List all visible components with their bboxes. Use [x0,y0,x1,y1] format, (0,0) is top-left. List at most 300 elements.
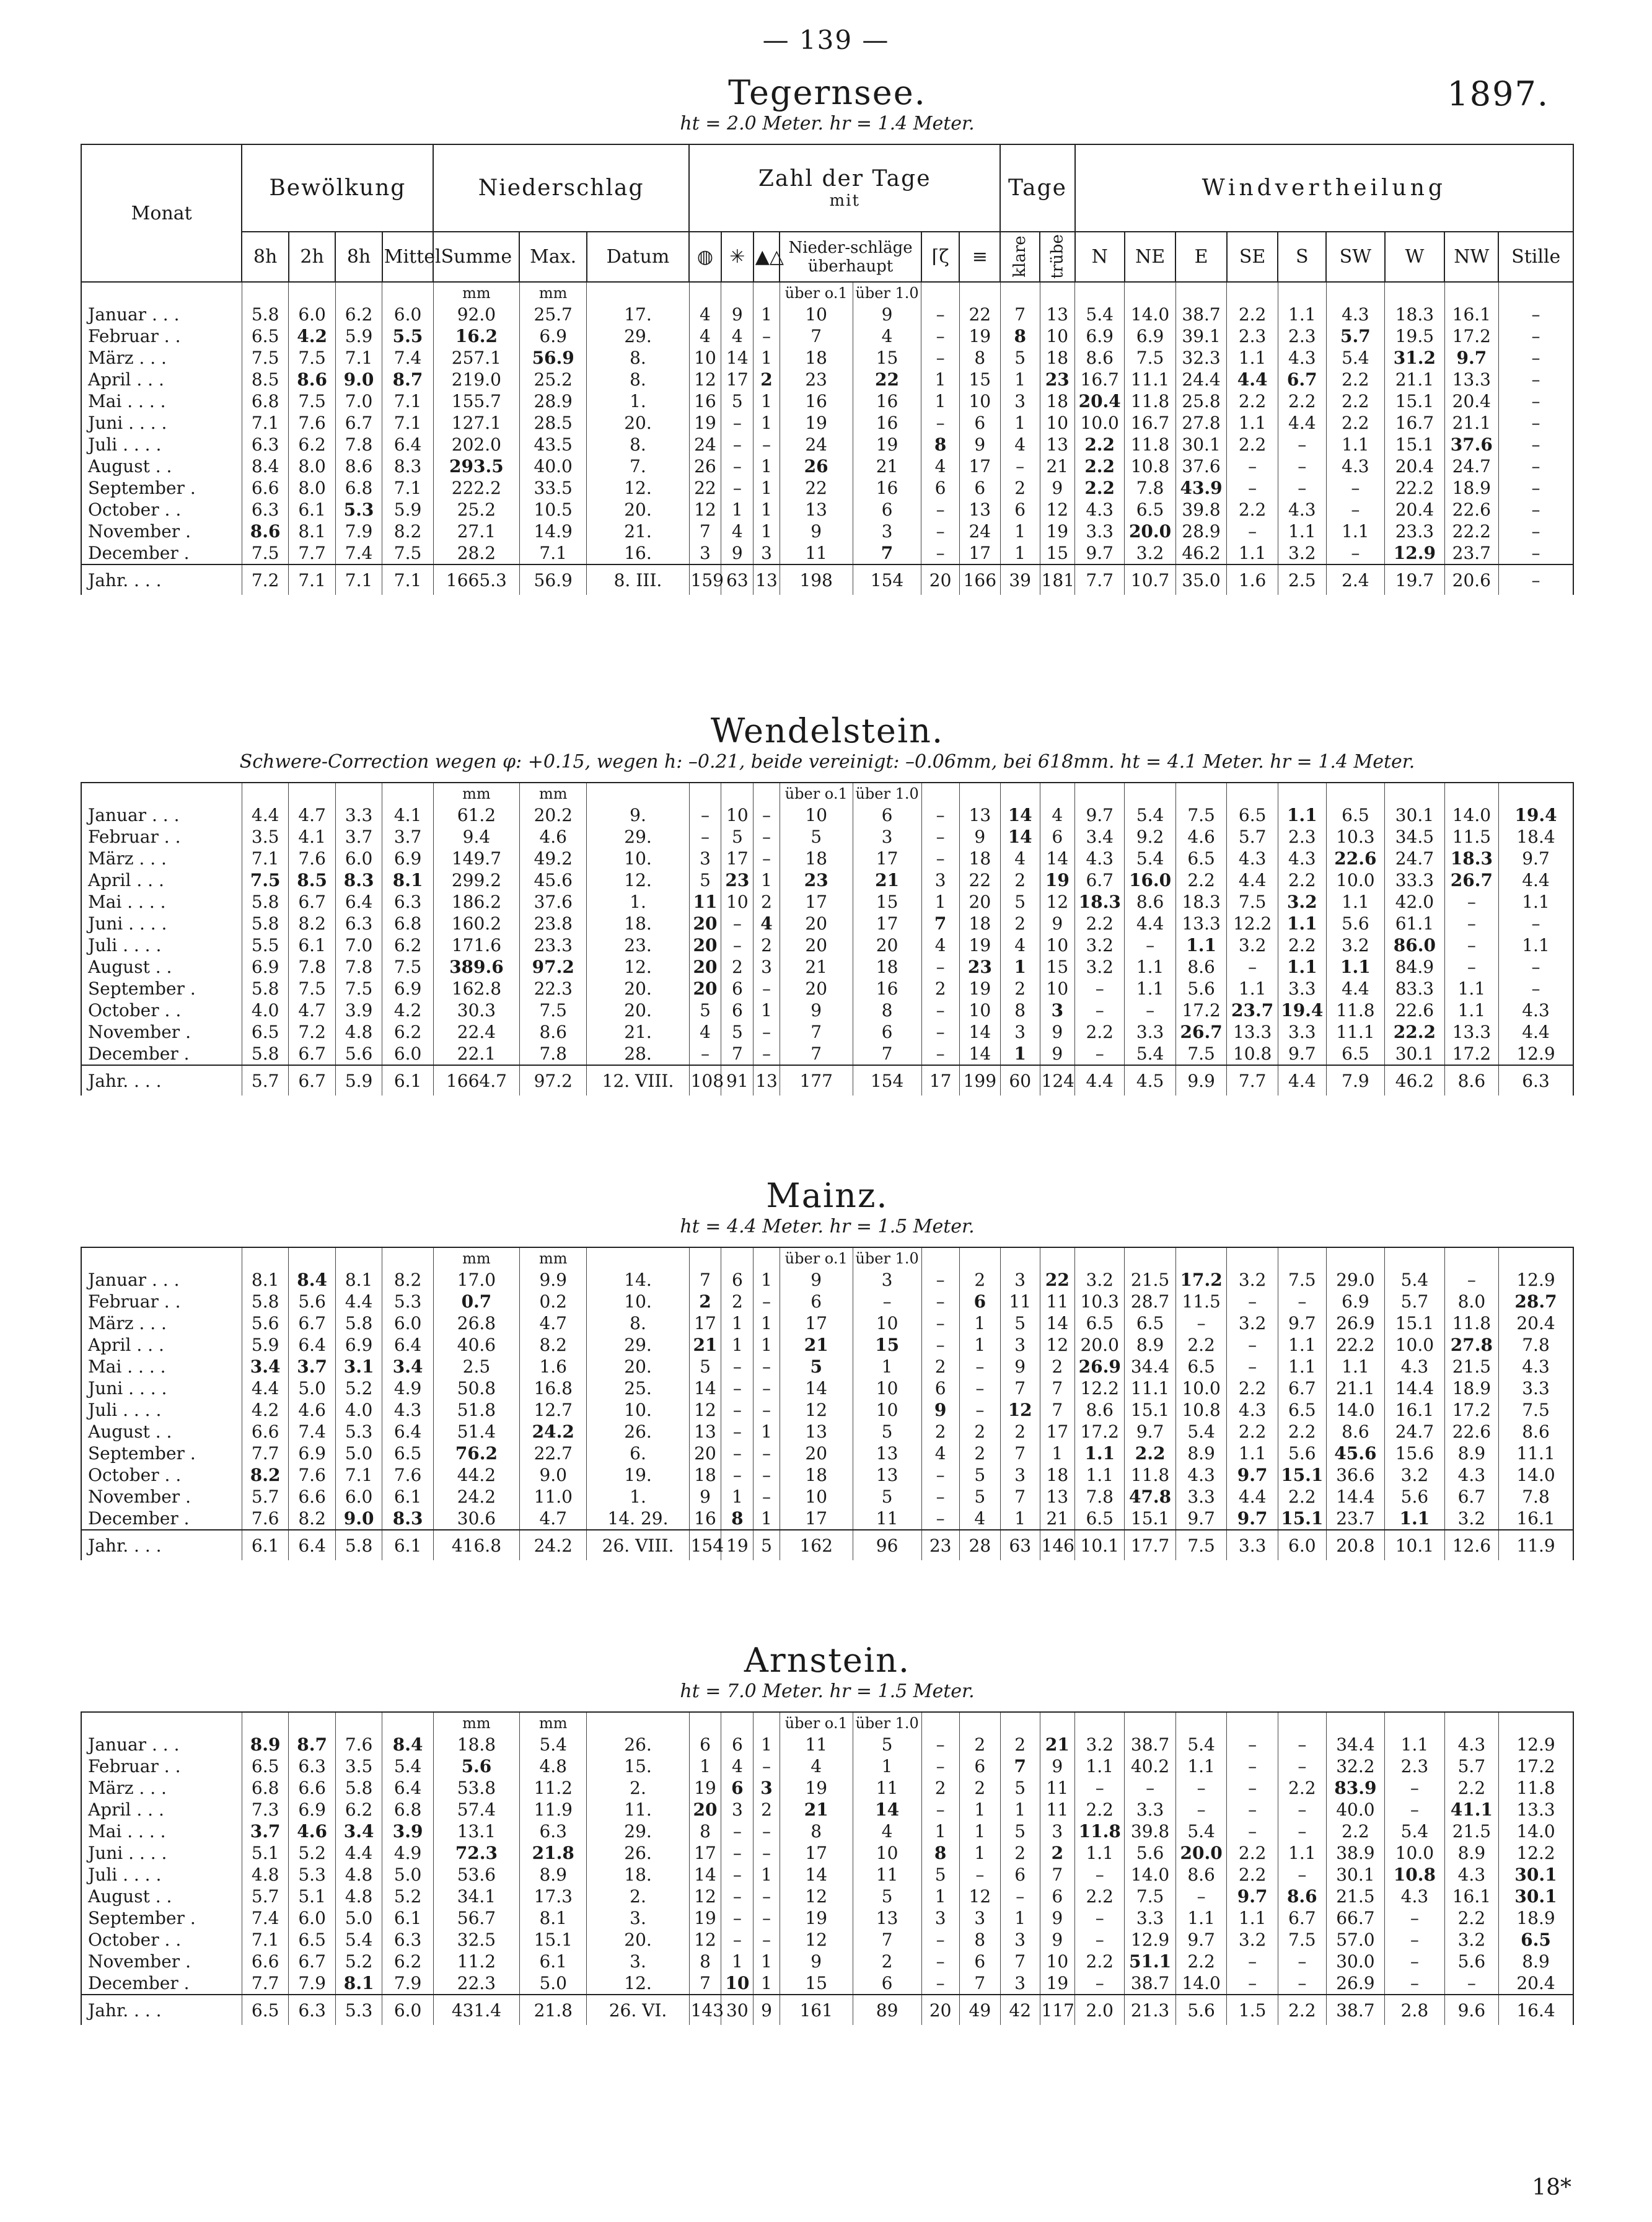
data-cell: 13 [959,804,1000,826]
data-cell: 13 [1040,1486,1075,1508]
data-cell: 28.7 [1125,1291,1176,1312]
data-cell: 219.0 [433,369,519,390]
data-cell: – [921,999,959,1021]
data-cell: – [1278,455,1326,477]
data-cell: 23 [780,869,853,891]
data-cell: 21.8 [520,1842,587,1864]
data-cell: 22.2 [1385,1021,1445,1043]
data-cell: 12 [689,1929,721,1951]
data-cell: – [921,520,959,542]
data-cell: 20 [780,934,853,956]
data-cell: 7.8 [1075,1486,1125,1508]
thunder-icon: ⌈ζ [921,232,959,282]
station-subtitle: ht = 2.0 Meter. hr = 1.4 Meter. [680,113,975,134]
data-cell: 12.9 [1499,1043,1574,1065]
data-cell: 12 [689,499,721,520]
data-cell: 1 [754,390,780,412]
data-cell: 25. [587,1377,689,1399]
data-cell: 5.4 [1385,1820,1445,1842]
data-cell: 18 [1040,1464,1075,1486]
data-cell: 13 [853,1464,921,1486]
data-cell: 4.4 [1075,1065,1125,1096]
data-cell: 2.2 [1227,1377,1278,1399]
data-cell: – [1444,1269,1498,1291]
data-cell: 3 [853,826,921,848]
data-cell: 2 [1040,1356,1075,1377]
data-cell: 7 [1040,1399,1075,1421]
data-cell: – [1175,1886,1227,1907]
data-cell: 12.6 [1444,1530,1498,1560]
data-cell: 11.1 [1499,1443,1574,1464]
data-cell: – [721,1929,754,1951]
data-cell: 11.8 [1125,1464,1176,1486]
data-cell: 6.6 [242,1951,288,1972]
hail-icon: ▲△ [754,232,780,282]
data-cell: 5 [853,1734,921,1755]
table-row [81,913,1573,934]
data-cell: 1.1 [1326,434,1384,455]
data-cell: – [1498,477,1573,499]
data-cell: 7.6 [242,1508,288,1530]
month-label: August . . [81,1421,242,1443]
data-cell: 8.3 [382,455,434,477]
table-row [81,1065,1573,1096]
table-row [81,564,1573,595]
data-cell: 9.9 [520,1269,587,1291]
data-cell: 4.3 [1175,1464,1227,1486]
data-cell: 12. [587,869,689,891]
data-cell: 9 [921,1399,959,1421]
empty-cell [587,1247,689,1269]
data-cell: 19 [689,1777,721,1799]
data-cell: 6.0 [289,304,335,325]
data-cell: 9 [959,434,1000,455]
empty-cell [921,1247,959,1269]
data-cell: 3 [1000,1269,1040,1291]
empty-cell [1498,282,1573,304]
data-cell: 3 [689,542,721,564]
data-cell: 51.1 [1125,1951,1176,1972]
data-cell: 3.2 [1278,891,1326,913]
data-cell: 5.4 [1175,1421,1227,1443]
data-cell: 14.4 [1326,1486,1384,1508]
data-cell: 19 [780,412,853,434]
data-cell: 26.9 [1326,1972,1384,1995]
data-cell: 6.7 [1278,369,1326,390]
data-cell: 7.5 [242,347,288,369]
data-cell: 2.3 [1278,325,1326,347]
data-cell: 8.6 [1326,1421,1384,1443]
data-cell: 21 [1040,1508,1075,1530]
data-cell: 4.7 [289,804,335,826]
data-cell: 2.2 [1326,1820,1384,1842]
data-cell: 19.4 [1278,999,1326,1021]
data-cell: 40.0 [1326,1799,1384,1820]
data-cell: 11.8 [1499,1777,1574,1799]
data-cell: 8.5 [289,869,335,891]
data-cell: 10.3 [1075,1291,1125,1312]
data-cell: 26. [587,1421,689,1443]
data-cell: 12.2 [1075,1377,1125,1399]
data-cell: 7 [1000,1755,1040,1777]
data-cell: 9.7 [1278,1043,1326,1065]
month-label: Januar . . . [81,1269,242,1291]
table-row [81,1907,1573,1929]
table-row [81,1421,1573,1443]
data-cell: – [1278,477,1326,499]
month-label: Mai . . . . [81,390,242,412]
table-row [81,1929,1573,1951]
data-cell: 3.4 [335,1820,382,1842]
data-cell: 5.7 [1385,1291,1445,1312]
data-cell: 1. [587,390,689,412]
data-cell: 1 [921,369,959,390]
month-label: Januar . . . [81,804,242,826]
data-cell: – [853,1291,921,1312]
data-cell: 7 [1040,1377,1075,1399]
data-cell: 2 [1000,869,1040,891]
data-cell: 3 [921,869,959,891]
data-cell: 7 [780,1043,853,1065]
data-cell: 4.5 [1125,1065,1176,1096]
data-cell: 9 [1040,1021,1075,1043]
data-cell: 11 [853,1864,921,1886]
data-cell: 8. [587,1312,689,1334]
data-cell: 6.5 [289,1929,335,1951]
data-cell: 199 [959,1065,1000,1096]
data-cell: 76.2 [433,1443,519,1464]
data-cell: 1.1 [1278,304,1326,325]
data-cell: 10.1 [1075,1530,1125,1560]
data-cell: 9 [1040,1755,1075,1777]
data-cell: 9.7 [1075,804,1125,826]
empty-cell [587,783,689,804]
data-cell: 9.0 [335,369,382,390]
data-cell: 16.2 [433,325,519,347]
data-cell: 18.9 [1499,1907,1574,1929]
data-cell: 6.9 [382,848,434,869]
data-cell: 6.7 [289,1312,335,1334]
data-cell: 19. [587,1464,689,1486]
data-cell: 6.5 [1125,1312,1176,1334]
data-cell: 96 [853,1530,921,1560]
data-cell: 39.8 [1175,499,1227,520]
data-cell: 4.4 [1227,1486,1278,1508]
data-cell: 9.0 [520,1464,587,1486]
data-cell: 5.8 [242,1043,288,1065]
data-cell: 34.1 [433,1886,519,1907]
data-cell: 8.9 [1444,1842,1498,1864]
data-cell: 10 [1040,325,1075,347]
data-cell: – [921,804,959,826]
data-cell: 11.8 [1326,999,1384,1021]
data-cell: 28. [587,1043,689,1065]
data-cell: 6.1 [382,1907,434,1929]
empty-cell [1444,1712,1498,1734]
data-cell: 6.1 [382,1486,434,1508]
data-cell: – [721,1886,754,1907]
data-cell: 2.2 [1278,869,1326,891]
data-cell: – [1278,1972,1326,1995]
data-cell: 6 [1040,826,1075,848]
data-cell: 8.6 [1175,1864,1227,1886]
data-cell: 7.7 [289,542,335,564]
data-cell: 39.1 [1175,325,1227,347]
data-cell: – [1075,1929,1125,1951]
data-cell: 8.5 [242,369,288,390]
table-row [81,1021,1573,1043]
data-cell: 9.4 [433,826,519,848]
data-cell: 8.0 [1444,1291,1498,1312]
table-row [81,390,1573,412]
data-cell: 14 [1040,848,1075,869]
data-cell: 1.1 [1227,347,1278,369]
data-cell: 1.1 [1278,804,1326,826]
data-cell: 6.7 [289,1043,335,1065]
data-cell: 6.5 [1075,1312,1125,1334]
data-cell: 38.9 [1326,1842,1384,1864]
unit-mm-max: mm [520,783,587,804]
data-cell: – [721,1864,754,1886]
data-cell: 2 [959,1734,1000,1755]
empty-cell [81,1247,242,1269]
data-cell: 1 [1000,542,1040,564]
table-row [81,347,1573,369]
data-cell: 2.2 [1075,913,1125,934]
data-cell: 10 [721,891,754,913]
table-row [81,1777,1573,1799]
data-cell: 7 [689,1269,721,1291]
data-cell: 11 [853,1777,921,1799]
data-cell: 17. [587,304,689,325]
unit-ueber-01: über o.1 [780,1247,853,1269]
data-cell: – [754,1842,780,1864]
data-cell: 1 [754,455,780,477]
data-cell: 5 [754,1530,780,1560]
data-cell: 7 [689,1972,721,1995]
data-cell: 10.0 [1326,869,1384,891]
data-cell: 14 [1000,804,1040,826]
data-cell: 56.7 [433,1907,519,1929]
empty-cell [1227,1712,1278,1734]
data-cell: 1 [721,1951,754,1972]
unit-ueber-01: über o.1 [780,783,853,804]
data-cell: 9 [853,304,921,325]
header-wind-ne: NE [1125,232,1176,282]
data-cell: 1.1 [1278,956,1326,978]
data-cell: – [754,848,780,869]
data-cell: 4.4 [1278,1065,1326,1096]
data-cell: 11 [689,891,721,913]
station-table [81,1711,1574,2025]
data-cell: 21.5 [1444,1356,1498,1377]
data-cell: – [1227,1951,1278,1972]
data-cell: 1 [1000,369,1040,390]
data-cell: 9.7 [1444,347,1498,369]
data-cell: 21.8 [520,1995,587,2025]
data-cell: 49.2 [520,848,587,869]
data-cell: – [1278,1291,1326,1312]
data-cell: 26. VIII. [587,1530,689,1560]
data-cell: 7.1 [335,1464,382,1486]
data-cell: 11 [853,1508,921,1530]
data-cell: 6.8 [382,1799,434,1820]
data-cell: 143 [689,1995,721,2025]
data-cell: 6 [853,499,921,520]
data-cell: 49 [959,1995,1000,2025]
data-cell: 1 [754,1951,780,1972]
data-cell: 1 [853,1755,921,1777]
data-cell: 29. [587,325,689,347]
data-cell: 6.5 [1175,848,1227,869]
unit-mm-summe: mm [433,783,519,804]
data-cell: 7.5 [1175,804,1227,826]
data-cell: – [754,1021,780,1043]
data-cell: 7 [1000,1443,1040,1464]
empty-cell [1000,783,1040,804]
data-cell: – [1227,477,1278,499]
data-cell: 4.8 [520,1755,587,1777]
data-cell: 7.6 [335,1734,382,1755]
data-cell: 21.1 [1326,1377,1384,1399]
data-cell: 4 [780,1755,853,1777]
data-cell: 8.6 [242,520,288,542]
data-cell: 6.2 [382,934,434,956]
data-cell: 146 [1040,1530,1075,1560]
data-cell: 9. [587,804,689,826]
data-cell: 7 [780,325,853,347]
data-cell: 15.1 [1385,1312,1445,1334]
data-cell: 6 [721,999,754,1021]
data-cell: 4.4 [1499,869,1574,891]
empty-cell [1175,1712,1227,1734]
data-cell: 10 [1040,1951,1075,1972]
data-cell: 13.3 [1227,1021,1278,1043]
data-cell: 7 [1000,304,1040,325]
data-cell: 6.3 [242,499,288,520]
data-cell: 30.1 [1385,804,1445,826]
data-cell: 4.3 [382,1399,434,1421]
header-bewoelkung: Bewölkung [242,144,433,232]
data-cell: 3 [1000,1972,1040,1995]
data-cell: 7.8 [1499,1334,1574,1356]
data-cell: 117 [1040,1995,1075,2025]
empty-cell [242,1712,288,1734]
data-cell: 9 [754,1995,780,2025]
data-cell: 1.1 [1444,978,1498,999]
data-cell: 17.2 [1499,1755,1574,1777]
data-cell: 4.8 [335,1021,382,1043]
data-cell: 14.4 [1385,1377,1445,1399]
data-cell: 3 [1000,1334,1040,1356]
month-label: September . [81,1443,242,1464]
empty-cell [1125,1712,1176,1734]
data-cell: 4.0 [335,1399,382,1421]
data-cell: 19 [689,1907,721,1929]
data-cell: 1.1 [1499,934,1574,956]
month-label: August . . [81,455,242,477]
data-cell: 29. [587,826,689,848]
data-cell: 38.7 [1125,1972,1176,1995]
data-cell: 14. [587,1269,689,1291]
data-cell: 9.9 [1175,1065,1227,1096]
data-cell: 20. [587,412,689,434]
data-cell: 6 [853,1972,921,1995]
header-klare: klare [1000,232,1040,282]
data-cell: 20.0 [1125,520,1176,542]
empty-cell [1000,1247,1040,1269]
table-row [81,325,1573,347]
data-cell: 63 [1000,1530,1040,1560]
data-cell: – [1075,1907,1125,1929]
data-cell: 15. [587,1755,689,1777]
data-cell: 31.2 [1385,347,1445,369]
data-cell: 56.9 [519,564,586,595]
data-cell: 7 [1000,1377,1040,1399]
data-cell: 17 [780,1508,853,1530]
data-cell: 14.0 [1499,1820,1574,1842]
empty-cell [1385,1712,1445,1734]
data-cell: 7.5 [242,869,288,891]
data-cell: 1 [754,412,780,434]
data-cell: 5 [853,1486,921,1508]
empty-cell [689,1247,721,1269]
data-cell: 18 [780,1464,853,1486]
data-cell: 1 [959,1842,1000,1864]
data-cell: 22 [853,369,921,390]
station-section [81,713,1574,1096]
data-cell: – [959,1399,1000,1421]
data-cell: 5.6 [1125,1842,1176,1864]
data-cell: 1 [921,1820,959,1842]
data-cell: 4.2 [289,325,335,347]
empty-cell [1075,1247,1125,1269]
data-cell: 5.8 [242,304,288,325]
data-cell: 2.2 [1278,1486,1326,1508]
data-cell: – [1125,1777,1176,1799]
data-cell: 20 [689,1443,721,1464]
data-cell: 37.6 [1175,455,1227,477]
data-cell: 43.9 [1175,477,1227,499]
data-cell: 7.5 [1175,1043,1227,1065]
data-cell: 2 [1000,1734,1040,1755]
data-cell: 22 [1040,1269,1075,1291]
data-cell: 22.4 [433,1021,519,1043]
data-cell: 30 [721,1995,754,2025]
data-cell: 1.1 [1227,1907,1278,1929]
data-cell: – [1278,1864,1326,1886]
data-cell: 11 [1000,1291,1040,1312]
station-subtitle: Schwere-Correction wegen φ: +0.15, wegen h: –0.21, beide vereinigt: –0.06mm, bei 618mm. ht = 4.1 Meter. hr = 1.4 Meter. [239,751,1415,773]
data-cell: – [1278,1799,1326,1820]
table-row [81,1508,1573,1530]
data-cell: 5 [1000,1820,1040,1842]
data-cell: 39 [1000,564,1040,595]
data-cell: 12 [1000,1399,1040,1421]
data-cell: – [921,1334,959,1356]
data-cell: 416.8 [433,1530,519,1560]
data-cell: 11.2 [520,1777,587,1799]
data-cell: 15 [959,369,1000,390]
data-cell: 6.4 [289,1334,335,1356]
data-cell: 6 [1040,1886,1075,1907]
data-cell: 7 [689,520,721,542]
data-cell: 7.8 [335,434,382,455]
data-cell: – [921,1929,959,1951]
empty-cell [382,1247,434,1269]
data-cell: 38.7 [1326,1995,1384,2025]
data-cell: 2 [959,1777,1000,1799]
